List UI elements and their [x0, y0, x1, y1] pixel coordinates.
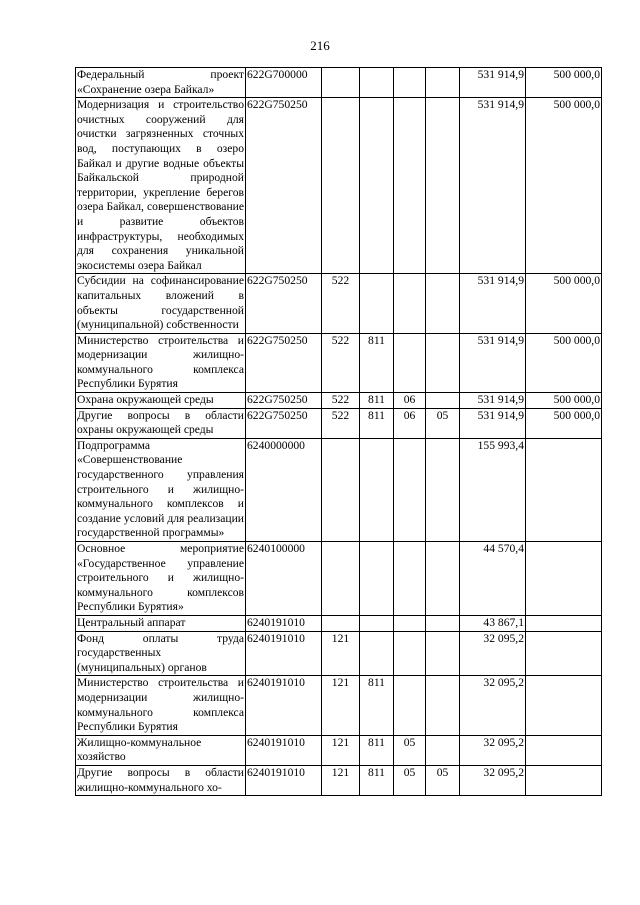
table-row	[76, 676, 602, 735]
cell-target-code: 6240191010	[246, 765, 322, 795]
cell-amount-1: 531 914,9	[460, 98, 526, 274]
cell-subsection-code	[426, 735, 460, 765]
cell-expense-type: 522	[322, 408, 360, 438]
cell-row-name: Субсидии на софинансирование капитальных вложений в объекты государственной (муниципальной) собственности	[76, 274, 246, 333]
cell-subsection-code	[426, 274, 460, 333]
cell-admin-code	[360, 438, 394, 541]
cell-expense-type	[322, 98, 360, 274]
cell-row-name: Основное мероприятие «Государственное управление строительного и жилищно-коммунального комплексов Республики Бурятия»	[76, 542, 246, 616]
cell-expense-type: 522	[322, 274, 360, 333]
cell-target-code: 622G750250	[246, 408, 322, 438]
table-row	[76, 274, 602, 333]
cell-subsection-code	[426, 615, 460, 631]
cell-admin-code: 811	[360, 333, 394, 392]
cell-amount-2: 500 000,0	[526, 274, 602, 333]
cell-amount-2: 500 000,0	[526, 408, 602, 438]
cell-section-code	[394, 542, 426, 616]
cell-admin-code: 811	[360, 765, 394, 795]
cell-expense-type: 522	[322, 333, 360, 392]
cell-expense-type: 121	[322, 676, 360, 735]
cell-expense-type	[322, 438, 360, 541]
cell-row-name: Другие вопросы в области жилищно-коммунального хо-	[76, 765, 246, 795]
cell-amount-1: 155 993,4	[460, 438, 526, 541]
cell-amount-2: 500 000,0	[526, 393, 602, 409]
cell-amount-2	[526, 438, 602, 541]
cell-row-name: Центральный аппарат	[76, 615, 246, 631]
cell-amount-1: 32 095,2	[460, 735, 526, 765]
cell-amount-2: 500 000,0	[526, 98, 602, 274]
cell-admin-code	[360, 274, 394, 333]
table-body	[76, 68, 602, 796]
cell-row-name: Министерство строительства и модернизации жилищно-коммунального комплекса Республики Бурятия	[76, 676, 246, 735]
cell-expense-type	[322, 615, 360, 631]
cell-row-name: Федеральный проект «Сохранение озера Байкал»	[76, 68, 246, 98]
cell-subsection-code	[426, 393, 460, 409]
cell-row-name: Модернизация и строительство очистных сооружений для очистки загрязненных сточных вод, поступающих в озеро Байкал и другие водные объекты Байкальской природной территории, укрепление берегов озера Байкал, совершенствование и развитие объектов инфраструктуры, необходимых для сохранения уникальной экосистемы озера Байкал	[76, 98, 246, 274]
table-row	[76, 393, 602, 409]
cell-expense-type: 121	[322, 735, 360, 765]
cell-amount-1: 32 095,2	[460, 765, 526, 795]
cell-target-code: 622G750250	[246, 333, 322, 392]
cell-section-code: 06	[394, 408, 426, 438]
cell-section-code: 05	[394, 735, 426, 765]
cell-expense-type: 121	[322, 631, 360, 676]
cell-target-code: 6240191010	[246, 735, 322, 765]
cell-subsection-code	[426, 68, 460, 98]
cell-expense-type: 522	[322, 393, 360, 409]
cell-subsection-code	[426, 542, 460, 616]
cell-target-code: 6240191010	[246, 631, 322, 676]
cell-subsection-code	[426, 631, 460, 676]
cell-target-code: 6240100000	[246, 542, 322, 616]
cell-expense-type: 121	[322, 765, 360, 795]
cell-subsection-code	[426, 98, 460, 274]
table-row	[76, 765, 602, 795]
cell-section-code	[394, 98, 426, 274]
cell-section-code: 06	[394, 393, 426, 409]
cell-section-code: 05	[394, 765, 426, 795]
cell-section-code	[394, 676, 426, 735]
cell-section-code	[394, 333, 426, 392]
cell-target-code: 6240191010	[246, 676, 322, 735]
cell-admin-code	[360, 615, 394, 631]
cell-amount-2	[526, 676, 602, 735]
cell-amount-2: 500 000,0	[526, 333, 602, 392]
table-row	[76, 631, 602, 676]
cell-amount-1: 531 914,9	[460, 68, 526, 98]
cell-row-name: Фонд оплаты труда государственных (муниципальных) органов	[76, 631, 246, 676]
table-row	[76, 333, 602, 392]
cell-admin-code: 811	[360, 408, 394, 438]
cell-subsection-code	[426, 333, 460, 392]
cell-amount-1: 531 914,9	[460, 408, 526, 438]
cell-row-name: Подпрограмма «Совершенствование государственного управления строительного и жилищно-коммунального комплексов и создание условий для реализации государственной программы»	[76, 438, 246, 541]
table-row	[76, 542, 602, 616]
cell-row-name: Министерство строительства и модернизации жилищно-коммунального комплекса Республики Бурятия	[76, 333, 246, 392]
cell-subsection-code: 05	[426, 408, 460, 438]
table-row	[76, 408, 602, 438]
cell-admin-code	[360, 98, 394, 274]
budget-table	[75, 67, 602, 796]
cell-amount-1: 32 095,2	[460, 631, 526, 676]
table-row	[76, 735, 602, 765]
cell-amount-2	[526, 735, 602, 765]
cell-amount-1: 32 095,2	[460, 676, 526, 735]
cell-admin-code: 811	[360, 676, 394, 735]
cell-amount-1: 531 914,9	[460, 393, 526, 409]
cell-expense-type	[322, 68, 360, 98]
cell-admin-code	[360, 542, 394, 616]
cell-target-code: 622G750250	[246, 98, 322, 274]
cell-admin-code: 811	[360, 393, 394, 409]
cell-target-code: 622G750250	[246, 393, 322, 409]
cell-target-code: 622G750250	[246, 274, 322, 333]
cell-target-code: 6240191010	[246, 615, 322, 631]
cell-section-code	[394, 615, 426, 631]
cell-amount-1: 44 570,4	[460, 542, 526, 616]
cell-row-name: Другие вопросы в области охраны окружающей среды	[76, 408, 246, 438]
table-row	[76, 615, 602, 631]
cell-row-name: Охрана окружающей среды	[76, 393, 246, 409]
cell-admin-code	[360, 68, 394, 98]
cell-subsection-code: 05	[426, 765, 460, 795]
cell-amount-2	[526, 765, 602, 795]
cell-section-code	[394, 631, 426, 676]
cell-subsection-code	[426, 676, 460, 735]
cell-amount-1: 43 867,1	[460, 615, 526, 631]
cell-section-code	[394, 274, 426, 333]
cell-amount-2	[526, 615, 602, 631]
cell-amount-1: 531 914,9	[460, 333, 526, 392]
cell-amount-2	[526, 631, 602, 676]
cell-target-code: 6240000000	[246, 438, 322, 541]
cell-section-code	[394, 438, 426, 541]
table-row	[76, 68, 602, 98]
cell-admin-code: 811	[360, 735, 394, 765]
cell-admin-code	[360, 631, 394, 676]
cell-subsection-code	[426, 438, 460, 541]
page-number: 216	[310, 38, 330, 53]
cell-amount-2	[526, 542, 602, 616]
cell-amount-2: 500 000,0	[526, 68, 602, 98]
cell-section-code	[394, 68, 426, 98]
cell-target-code: 622G700000	[246, 68, 322, 98]
table-row	[76, 98, 602, 274]
cell-amount-1: 531 914,9	[460, 274, 526, 333]
cell-row-name: Жилищно-коммунальное хозяйство	[76, 735, 246, 765]
cell-expense-type	[322, 542, 360, 616]
table-row	[76, 438, 602, 541]
